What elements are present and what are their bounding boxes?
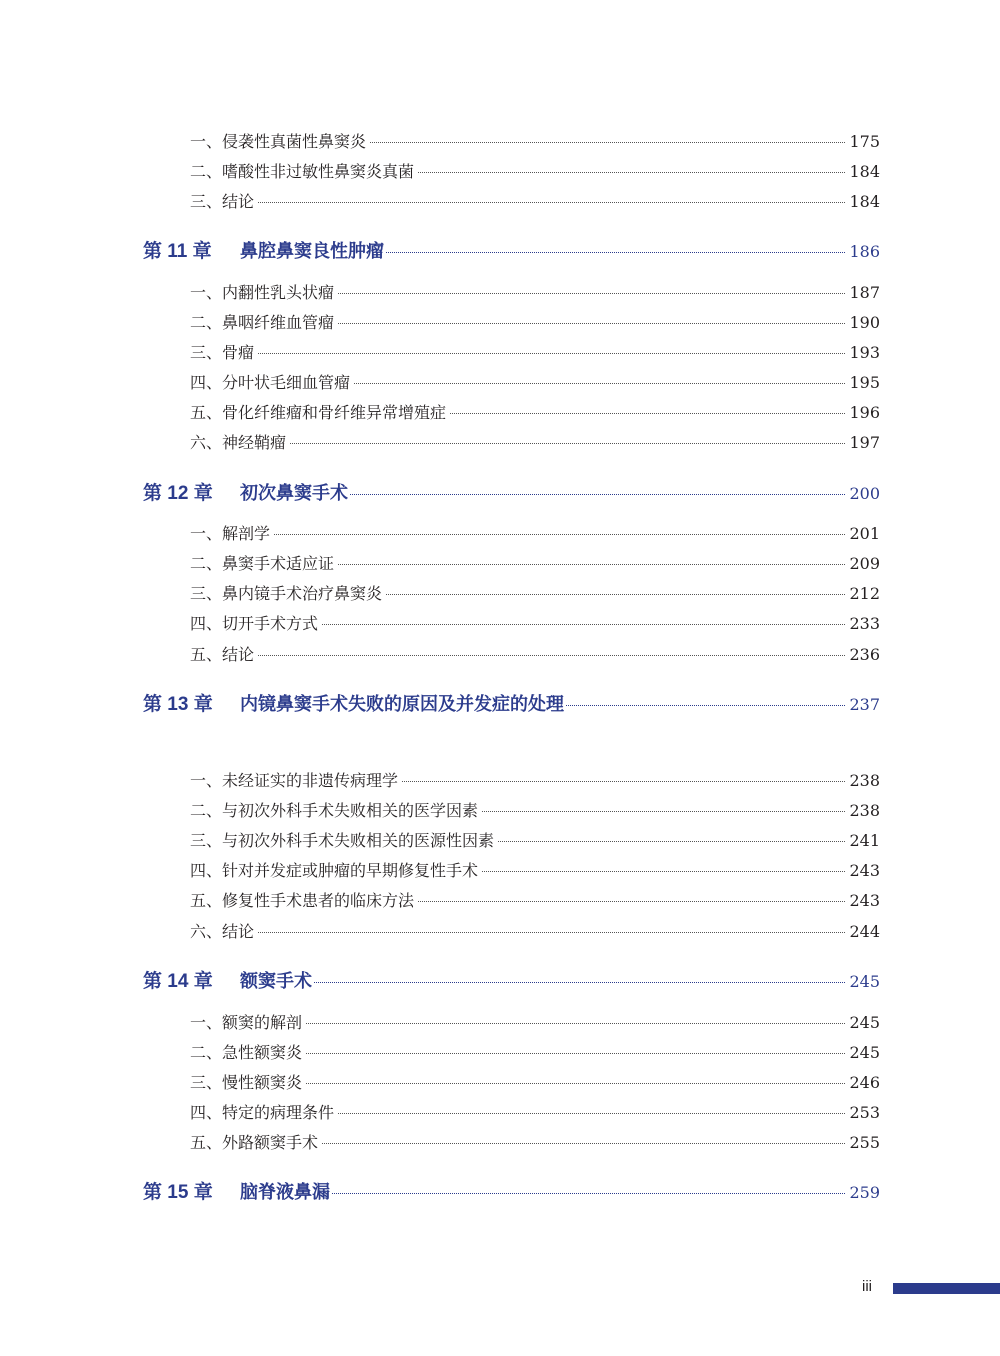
entry-number: 六、 (190, 922, 223, 941)
entry-page-number: 238 (849, 801, 880, 820)
dot-leader (314, 982, 845, 983)
chapter-label: 第 12 章 (143, 483, 213, 504)
entry-title: 鼻窦手术适应证 (222, 554, 335, 573)
entry-number: 五、 (190, 403, 223, 422)
entry-title: 鼻咽纤维血管瘤 (222, 313, 335, 332)
dot-leader (332, 1193, 845, 1194)
entry-page-number: 238 (849, 771, 880, 790)
entry-title: 急性额窦炎 (222, 1043, 303, 1062)
entry-title: 特定的病理条件 (222, 1103, 335, 1122)
entry-title: 骨瘤 (222, 343, 255, 362)
entry-page-number: 209 (849, 554, 880, 573)
toc-entry[interactable] (190, 342, 880, 364)
entry-number: 三、 (190, 584, 223, 603)
dot-leader (482, 811, 845, 812)
dot-leader (338, 1113, 845, 1114)
entry-number: 四、 (190, 861, 223, 880)
toc-entry[interactable] (190, 830, 880, 852)
entry-number: 二、 (190, 554, 223, 573)
entry-title: 骨化纤维瘤和骨纤维异常增殖症 (222, 403, 447, 422)
entry-page-number: 245 (849, 1013, 880, 1032)
chapter-page-number: 259 (849, 1183, 880, 1202)
entry-page-number: 184 (849, 192, 880, 211)
toc-entry[interactable] (190, 860, 880, 882)
chapter-title: 鼻腔鼻窦良性肿瘤 (240, 241, 384, 262)
toc-entry[interactable] (190, 1012, 880, 1034)
toc-entry[interactable] (190, 432, 880, 454)
entry-page-number: 233 (849, 614, 880, 633)
toc-entry[interactable] (190, 1132, 880, 1154)
dot-leader (450, 413, 845, 414)
dot-leader (258, 353, 845, 354)
entry-number: 四、 (190, 1103, 223, 1122)
dot-leader (566, 705, 845, 706)
entry-title: 切开手术方式 (222, 614, 319, 633)
dot-leader (402, 781, 845, 782)
entry-title: 分叶状毛细血管瘤 (222, 373, 351, 392)
entry-title: 修复性手术患者的临床方法 (222, 891, 415, 910)
entry-page-number: 190 (849, 313, 880, 332)
dot-leader (258, 202, 845, 203)
entry-number: 二、 (190, 313, 223, 332)
entry-number: 五、 (190, 645, 223, 664)
chapter-label: 第 11 章 (143, 241, 212, 262)
entry-page-number: 243 (849, 861, 880, 880)
entry-page-number: 193 (849, 343, 880, 362)
entry-page-number: 196 (849, 403, 880, 422)
entry-title: 嗜酸性非过敏性鼻窦炎真菌 (222, 162, 415, 181)
dot-leader (306, 1023, 845, 1024)
chapter-heading[interactable] (143, 969, 880, 995)
entry-title: 与初次外科手术失败相关的医源性因素 (222, 831, 495, 850)
chapter-title: 额窦手术 (240, 971, 312, 992)
entry-page-number: 245 (849, 1043, 880, 1062)
entry-title: 外路额窦手术 (222, 1133, 319, 1152)
entry-number: 五、 (190, 891, 223, 910)
toc-entry[interactable] (190, 1102, 880, 1124)
chapter-title: 初次鼻窦手术 (240, 483, 348, 504)
chapter-heading[interactable] (143, 239, 880, 265)
entry-number: 一、 (190, 1013, 223, 1032)
chapter-label: 第 13 章 (143, 694, 213, 715)
entry-title: 解剖学 (222, 524, 271, 543)
dot-leader (386, 252, 845, 253)
toc-entry[interactable] (190, 613, 880, 635)
entry-title: 针对并发症或肿瘤的早期修复性手术 (222, 861, 479, 880)
dot-leader (274, 534, 845, 535)
dot-leader (338, 293, 845, 294)
chapter-page-number: 245 (849, 972, 880, 991)
toc-entry[interactable] (190, 644, 880, 666)
dot-leader (338, 323, 845, 324)
dot-leader (370, 142, 845, 143)
dot-leader (258, 655, 845, 656)
toc-entry[interactable] (190, 583, 880, 605)
entry-number: 一、 (190, 283, 223, 302)
entry-title: 与初次外科手术失败相关的医学因素 (222, 801, 479, 820)
dot-leader (322, 624, 845, 625)
chapter-heading[interactable] (143, 1180, 880, 1206)
entry-page-number: 243 (849, 891, 880, 910)
toc-entry[interactable] (190, 1042, 880, 1064)
entry-title: 侵袭性真菌性鼻窦炎 (222, 132, 367, 151)
dot-leader (418, 901, 845, 902)
toc-entry[interactable] (190, 921, 880, 943)
entry-number: 五、 (190, 1133, 223, 1152)
entry-page-number: 184 (849, 162, 880, 181)
entry-number: 六、 (190, 433, 223, 452)
entry-title: 鼻内镜手术治疗鼻窦炎 (222, 584, 383, 603)
entry-page-number: 187 (849, 283, 880, 302)
toc-entry[interactable] (190, 800, 880, 822)
dot-leader (482, 871, 845, 872)
dot-leader (350, 494, 845, 495)
entry-title: 未经证实的非遗传病理学 (222, 771, 399, 790)
entry-page-number: 246 (849, 1073, 880, 1092)
toc-entry[interactable] (190, 131, 880, 153)
entry-number: 三、 (190, 192, 223, 211)
dot-leader (306, 1053, 845, 1054)
toc-entry[interactable] (190, 312, 880, 334)
entry-number: 一、 (190, 524, 223, 543)
entry-page-number: 244 (849, 922, 880, 941)
entry-number: 四、 (190, 373, 223, 392)
entry-page-number: 253 (849, 1103, 880, 1122)
chapter-title: 脑脊液鼻漏 (240, 1182, 330, 1203)
entry-title: 额窦的解剖 (222, 1013, 303, 1032)
chapter-page-number: 237 (849, 695, 880, 714)
entry-page-number: 175 (849, 132, 880, 151)
toc-entry[interactable] (190, 191, 880, 213)
entry-page-number: 197 (849, 433, 880, 452)
entry-number: 三、 (190, 343, 223, 362)
entry-title: 神经鞘瘤 (222, 433, 287, 452)
footer-accent-bar (893, 1283, 1000, 1294)
toc-entry[interactable] (190, 402, 880, 424)
dot-leader (258, 932, 845, 933)
entry-number: 一、 (190, 132, 223, 151)
dot-leader (338, 564, 845, 565)
entry-number: 二、 (190, 162, 223, 181)
dot-leader (306, 1083, 845, 1084)
dot-leader (290, 443, 845, 444)
toc-entry[interactable] (190, 770, 880, 792)
toc-entry[interactable] (190, 1072, 880, 1094)
chapter-label: 第 14 章 (143, 971, 213, 992)
entry-page-number: 195 (849, 373, 880, 392)
chapter-heading[interactable] (143, 692, 880, 718)
dot-leader (498, 841, 845, 842)
entry-page-number: 212 (849, 584, 880, 603)
entry-number: 二、 (190, 801, 223, 820)
entry-number: 四、 (190, 614, 223, 633)
toc-entry[interactable] (190, 372, 880, 394)
entry-title: 结论 (222, 645, 255, 664)
entry-page-number: 255 (849, 1133, 880, 1152)
chapter-label: 第 15 章 (143, 1182, 213, 1203)
toc-entry[interactable] (190, 553, 880, 575)
chapter-heading[interactable] (143, 481, 880, 507)
entry-number: 三、 (190, 831, 223, 850)
entry-title: 内翻性乳头状瘤 (222, 283, 335, 302)
dot-leader (386, 594, 845, 595)
entry-page-number: 236 (849, 645, 880, 664)
entry-number: 二、 (190, 1043, 223, 1062)
toc-entry[interactable] (190, 523, 880, 545)
chapter-page-number: 186 (849, 242, 880, 261)
entry-number: 三、 (190, 1073, 223, 1092)
dot-leader (322, 1143, 845, 1144)
entry-title: 慢性额窦炎 (222, 1073, 303, 1092)
chapter-page-number: 200 (849, 484, 880, 503)
entry-title: 结论 (222, 922, 255, 941)
entry-number: 一、 (190, 771, 223, 790)
entry-page-number: 241 (849, 831, 880, 850)
toc-entry[interactable] (190, 161, 880, 183)
dot-leader (418, 172, 845, 173)
entry-title: 结论 (222, 192, 255, 211)
toc-entry[interactable] (190, 282, 880, 304)
toc-entry[interactable] (190, 890, 880, 912)
entry-page-number: 201 (849, 524, 880, 543)
dot-leader (354, 383, 845, 384)
footer-page-number: iii (862, 1278, 872, 1295)
chapter-title: 内镜鼻窦手术失败的原因及并发症的处理 (240, 694, 564, 715)
